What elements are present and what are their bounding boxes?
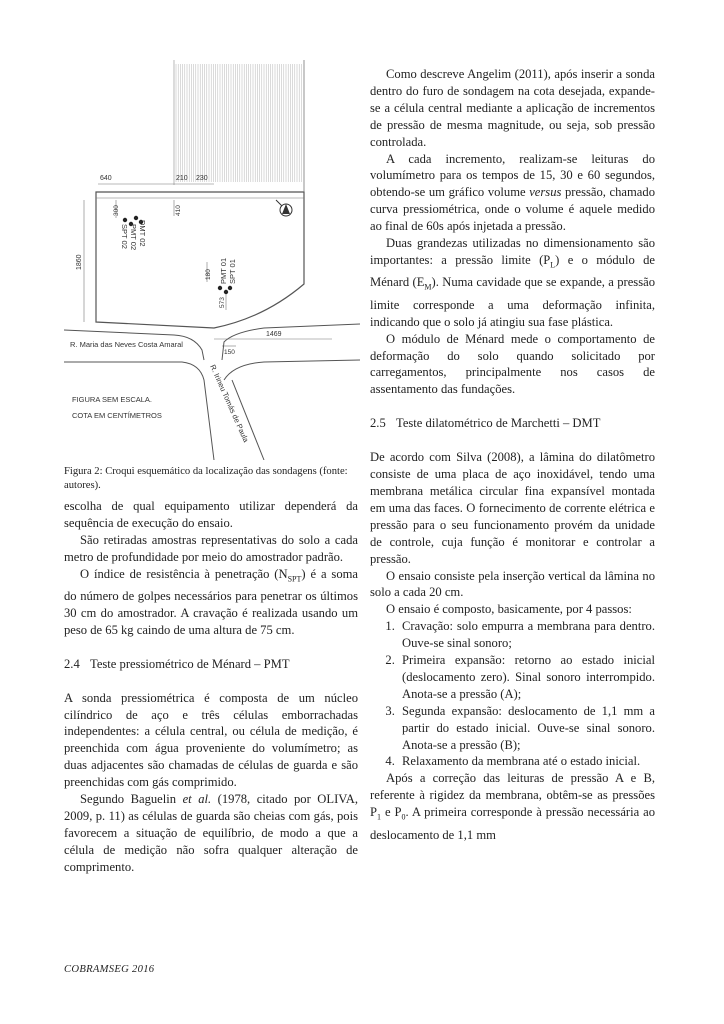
scale-note-1: FIGURA SEM ESCALA. [72, 395, 153, 404]
hatch-lines [176, 64, 301, 182]
section-2-5-heading: 2.5 Teste dilatométrico de Marchetti – DMT [370, 416, 601, 431]
scale-note-2: COTA EM CENTÍMETROS [72, 411, 162, 420]
dim-573-label: 573 [219, 297, 226, 308]
dim-230-label: 230 [196, 175, 208, 182]
left-column [64, 498, 358, 876]
dim-210-label: 210 [176, 175, 188, 182]
right-para-7: O ensaio é composto, basicamente, por 4 passos: [386, 602, 632, 617]
spt01-label: SPT 01 [228, 259, 237, 284]
left-para-4: A sonda pressiométrica é composta de um núcleo cilíndrico de aço e três células emborrachadas independentes: a célula central, ou célula de medição, é preenchida com água proveniente do volumímetro; as duas adjacentes são chamadas de células de guarda e são preenchidas com gás comprimido. [64, 690, 358, 790]
pmt01-label: PMT 01 [219, 257, 228, 284]
dmt01-marker [228, 286, 232, 290]
figure-caption: Figura 2: Croqui esquemático da localização das sondagens (fonte: autores). [64, 466, 348, 491]
dim-150-label: 150 [224, 349, 235, 356]
right-para-4: O módulo de Ménard mede o comportamento de deformação do solo quando solicitado por carregamentos, principalmente nos casos de assentamento das fundações. [370, 331, 655, 397]
street-2-label: R. Irineu Tomás de Paula [208, 363, 251, 444]
right-para-8: Após a correção das leituras de pressão A e B, referente à rigidez da membrana, obtêm-se as pressões $P_1$ e $P_0$. A primeira corresponde à pressão necessária ao deslocamento de 1,1 mm [370, 771, 656, 842]
right-para-1: Como descreve Angelim (2011), após inserir a sonda dentro do furo de sondagem na cota desejada, expande-se a célula central mediante a aplicação de incrementos de pressão de mesma magnitude, ou seja, sob pressão controlada. [370, 67, 655, 149]
lot-outline [96, 192, 304, 328]
north-arrow-icon [276, 200, 292, 216]
site-sketch-figure [64, 60, 360, 460]
spt02-marker [123, 218, 127, 222]
dim-410-label: 410 [175, 205, 182, 216]
street-1-label: R. Maria das Neves Costa Amaral [70, 340, 183, 349]
step-item: 1. Cravação: solo empurra a membrana para dentro. Ouve-se sinal sonoro; [398, 618, 655, 652]
dimension-lines [84, 184, 332, 346]
right-para-6: O ensaio consiste pela inserção vertical da lâmina no solo a cada 20 cm. [370, 568, 655, 600]
section-2-4-heading: 2.4 Teste pressiométrico de Ménard – PMT [64, 656, 290, 671]
spt02-label: SPT 02 [120, 224, 129, 249]
step-item: 4. Relaxamento da membrana até o estado inicial. [398, 753, 655, 770]
conference-footer: COBRAMSEG 2016 [64, 964, 155, 975]
dim-640-label: 640 [100, 175, 112, 182]
dim-300-label: 300 [113, 205, 120, 216]
spt01-marker [218, 286, 222, 290]
left-para-3: O índice de resistência à penetração $(N_{SPT})$ é a soma do número de golpes necessários para penetrar os últimos 30 cm do amostrador. A cravação é realizada usando um peso de 65 kg caindo de uma altura de 75 cm. [64, 566, 359, 637]
right-para-3: Duas grandezas utilizadas no dimensionamento são importantes: a pressão limite $(P_L)$ e o módulo de Ménard $(E_M)$. Numa cavidade que se expande, a pressão limite corresponde a uma deformação infinita, indicando que o solo já atingiu sua fase plástica. [370, 236, 655, 329]
site-sketch-drawing [64, 60, 360, 460]
pmt02-marker [134, 216, 138, 220]
left-para-2: São retiradas amostras representativas do solo a cada metro de profundidade por meio do amostrador padrão. [64, 532, 358, 564]
dim-1469-label: 1469 [266, 331, 282, 338]
steps-list [370, 618, 655, 770]
dim-180-label: 180 [205, 269, 212, 280]
step-item: 3. Segunda expansão: deslocamento de 1,1 mm a partir do estado inicial. Ouve-se sinal sonoro. Anota-se a pressão (B); [398, 703, 655, 754]
right-column [370, 66, 655, 844]
left-para-5: Segundo Baguelin et al. (1978, citado por OLIVA, 2009, p. 11) as células de guarda são cheias com gás, pois favorecem a situação de equilíbrio, de modo a que a célula de medição não sofra qualquer alteração de comprimento. [64, 792, 359, 874]
dmt02-label: DMT 02 [138, 220, 147, 247]
pmt01-marker [224, 290, 228, 294]
right-para-5: De acordo com Silva (2008), a lâmina do dilatômetro consiste de uma placa de aço inoxidável, tendo uma membrana metálica circular fina expansível montada em uma das faces. O fornecimento de corrente elétrica e pressão para o seu funcionamento provém da unidade de controle, cuja função é monitorar e controlar a pressão. [370, 450, 655, 566]
pmt02-label: PMT 02 [129, 224, 138, 251]
dim-1860-label: 1860 [76, 254, 83, 270]
right-para-2: A cada incremento, realizam-se leituras do volumímetro para os tempos de 15, 30 e 60 segundos, obtendo-se um gráfico volume versus pressão, chamado curva pressiométrica, onde o volume é aquele medido ao final de 60s após injetada a pressão. [370, 151, 655, 234]
left-para-1: escolha de qual equipamento utilizar dependerá da sequência de execução do ensaio. [64, 499, 358, 530]
step-item: 2. Primeira expansão: retorno ao estado inicial (deslocamento zero). Sinal sonoro interrompido. Anota-se a pressão (A); [398, 652, 655, 703]
